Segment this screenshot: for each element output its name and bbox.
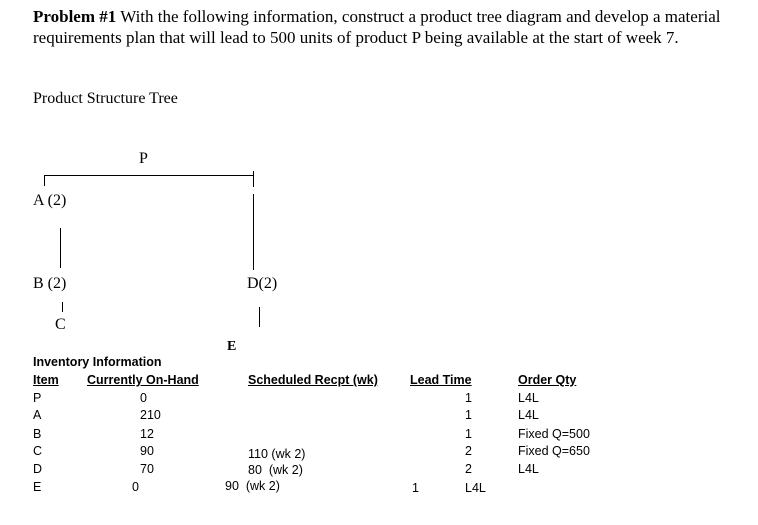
cell-leadtime: 2 xyxy=(465,462,472,476)
cell-onhand: 70 xyxy=(140,462,154,476)
tree-connector-p-d xyxy=(253,194,254,270)
node-e: E xyxy=(227,339,237,354)
cell-item: E xyxy=(33,480,42,494)
cell-orderqty: L4L xyxy=(518,462,539,476)
cell-item: B xyxy=(33,427,42,441)
cell-orderqty: L4L xyxy=(518,391,539,405)
cell-onhand: 0 xyxy=(132,480,139,494)
cell-item: C xyxy=(33,444,43,458)
header-onhand: Currently On-Hand xyxy=(87,373,199,387)
tree-connector-p-d-top xyxy=(253,171,254,187)
cell-onhand: 90 xyxy=(140,444,154,458)
cell-leadtime: 2 xyxy=(465,444,472,458)
cell-scheduled: 90 (wk 2) xyxy=(225,479,280,493)
cell-onhand: 12 xyxy=(140,427,154,441)
cell-leadtime: 1 xyxy=(412,481,419,495)
node-a: A (2) xyxy=(33,192,67,209)
tree-connector-p-a xyxy=(44,175,45,186)
node-c: C xyxy=(55,316,66,333)
tree-connector-horizontal xyxy=(44,175,254,176)
problem-statement xyxy=(33,6,733,48)
node-d: D(2) xyxy=(247,275,278,292)
node-b: B (2) xyxy=(33,275,67,292)
cell-leadtime: 1 xyxy=(465,391,472,405)
inventory-heading: Inventory Information xyxy=(33,355,162,369)
cell-orderqty: L4L xyxy=(518,408,539,422)
cell-item: D xyxy=(33,462,43,476)
header-orderqty: Order Qty xyxy=(518,373,577,387)
cell-onhand: 210 xyxy=(140,408,161,422)
tree-connector-a-b xyxy=(60,228,61,268)
tree-connector-b-c xyxy=(62,302,63,312)
cell-orderqty: Fixed Q=500 xyxy=(518,427,590,441)
cell-leadtime: 1 xyxy=(465,408,472,422)
cell-orderqty: L4L xyxy=(465,481,486,495)
cell-leadtime: 1 xyxy=(465,427,472,441)
node-p: P xyxy=(139,150,148,167)
header-leadtime: Lead Time xyxy=(410,373,472,387)
cell-scheduled: 80 (wk 2) xyxy=(248,463,303,477)
tree-connector-d-e xyxy=(259,307,260,327)
problem-text: With the following information, construct a product tree diagram and develop a material requirements plan that will lead to 500 units of product P being available at the start of week 7. xyxy=(33,7,721,47)
header-scheduled: Scheduled Recpt (wk) xyxy=(248,373,378,387)
header-item: Item xyxy=(33,373,59,387)
cell-onhand: 0 xyxy=(140,391,147,405)
cell-scheduled: 110 (wk 2) xyxy=(248,447,306,461)
cell-item: A xyxy=(33,408,42,422)
cell-item: P xyxy=(33,391,42,405)
cell-orderqty: Fixed Q=650 xyxy=(518,444,590,458)
tree-heading: Product Structure Tree xyxy=(33,90,178,107)
problem-title: Problem #1 xyxy=(33,7,117,26)
